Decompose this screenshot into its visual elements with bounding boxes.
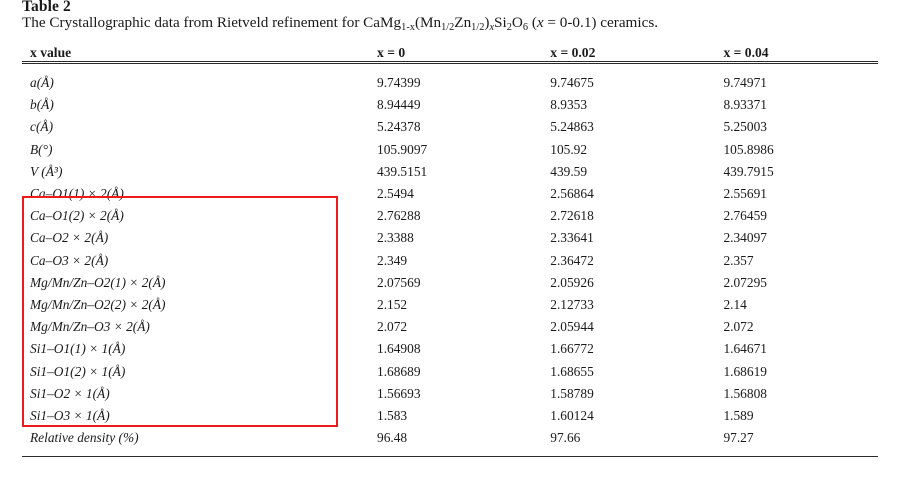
caption-sub-5: 2	[506, 21, 512, 33]
row-value-x0: 2.76288	[377, 208, 421, 224]
table-body	[22, 72, 878, 449]
row-value-x0: 1.56693	[377, 385, 421, 401]
column-header-x0: x = 0	[377, 45, 406, 60]
header-spacer	[22, 65, 878, 72]
table-row	[22, 316, 878, 338]
table-row	[22, 360, 878, 382]
caption-x-italic: x	[536, 14, 544, 31]
row-value-x002: 97.66	[550, 430, 581, 446]
table-row	[22, 183, 878, 205]
table-row	[22, 161, 878, 183]
table-row	[22, 139, 878, 161]
row-value-x004: 9.74971	[723, 75, 767, 91]
row-value-x004: 1.56808	[723, 385, 767, 401]
row-value-x0: 2.3388	[377, 230, 414, 246]
row-param: Ca–O1(2) × 2(Å)	[30, 208, 124, 224]
row-value-x004: 2.55691	[723, 186, 767, 202]
row-value-x002: 1.68655	[550, 363, 594, 379]
row-value-x004: 97.27	[723, 430, 754, 446]
row-value-x002: 1.58789	[550, 385, 594, 401]
row-value-x0: 96.48	[377, 430, 408, 446]
row-value-x0: 8.94449	[377, 97, 421, 113]
row-value-x0: 1.68689	[377, 363, 421, 379]
row-value-x004: 1.589	[723, 407, 754, 423]
row-param: Relative density (%)	[30, 430, 139, 446]
row-param: Si1–O1(2) × 1(Å)	[30, 363, 126, 379]
caption-sub-4: x	[489, 21, 495, 33]
caption-mid-3: )	[484, 14, 490, 31]
caption-suffix: = 0-0.1) ceramics.	[543, 14, 659, 31]
row-value-x004: 439.7915	[723, 163, 774, 179]
row-param: V (Å³)	[30, 163, 63, 179]
row-value-x004: 2.07295	[723, 274, 767, 290]
table-row	[22, 250, 878, 272]
row-param: Mg/Mn/Zn–O2(1) × 2(Å)	[30, 274, 166, 290]
row-param: Si1–O3 × 1(Å)	[30, 407, 110, 423]
row-value-x004: 5.25003	[723, 119, 767, 135]
row-value-x0: 2.5494	[377, 186, 414, 202]
column-header-x002: x = 0.02	[550, 45, 596, 60]
row-value-x0: 1.583	[377, 407, 408, 423]
row-value-x0: 2.072	[377, 319, 408, 335]
caption-mid-4: Si	[494, 14, 507, 31]
row-value-x002: 105.92	[550, 141, 588, 157]
table-row	[22, 205, 878, 227]
row-param: Si1–O2 × 1(Å)	[30, 385, 110, 401]
row-param: Ca–O3 × 2(Å)	[30, 252, 109, 268]
table-label: Table 2	[22, 0, 71, 12]
caption-sub-1: 1-x	[401, 21, 415, 33]
row-param: Ca–O1(1) × 2(Å)	[30, 186, 124, 202]
row-value-x004: 2.76459	[723, 208, 767, 224]
table-row	[22, 272, 878, 294]
row-value-x004: 1.64671	[723, 341, 767, 357]
bottom-spacer	[22, 449, 878, 457]
table-row	[22, 338, 878, 360]
row-param: b(Å)	[30, 97, 54, 113]
row-value-x002: 1.66772	[550, 341, 594, 357]
header-row	[22, 45, 878, 62]
row-value-x002: 2.12733	[550, 296, 594, 312]
row-value-x004: 1.68619	[723, 363, 767, 379]
row-value-x0: 105.9097	[377, 141, 428, 157]
row-value-x004: 8.93371	[723, 97, 767, 113]
row-param: B(°)	[30, 141, 53, 157]
rule-bottom	[22, 457, 878, 459]
row-value-x004: 2.34097	[723, 230, 767, 246]
table-row	[22, 94, 878, 116]
table-row	[22, 116, 878, 138]
row-value-x002: 1.60124	[550, 407, 594, 423]
table-header	[22, 45, 878, 62]
row-value-x0: 1.64908	[377, 341, 421, 357]
row-value-x004: 2.072	[723, 319, 754, 335]
table-row	[22, 427, 878, 449]
row-value-x0: 5.24378	[377, 119, 421, 135]
table-caption: The Crystallographic data from Rietveld refinement for $CaMg_{1-x}(Mn_{1/2}Zn_{1/2})_xSi_2O_6$ (x = 0-0.1) ceramics.	[22, 14, 659, 33]
row-param: c(Å)	[30, 119, 54, 135]
caption-sub-6: 6	[522, 21, 529, 33]
row-param: a(Å)	[30, 75, 54, 91]
row-value-x002: 9.74675	[550, 75, 594, 91]
row-value-x002: 2.33641	[550, 230, 594, 246]
row-param: Ca–O2 × 2(Å)	[30, 230, 109, 246]
caption-mid-1: (Mn	[414, 14, 442, 31]
table-row	[22, 383, 878, 405]
caption-mid-5: O	[511, 14, 523, 31]
row-value-x004: 105.8986	[723, 141, 774, 157]
row-value-x004: 2.357	[723, 252, 754, 268]
row-param: Mg/Mn/Zn–O3 × 2(Å)	[30, 319, 150, 335]
table-row	[22, 294, 878, 316]
row-value-x002: 439.59	[550, 163, 588, 179]
row-value-x0: 2.349	[377, 252, 408, 268]
table-row	[22, 72, 878, 94]
caption-sub-3: 1/2	[471, 21, 485, 33]
row-param: Si1–O1(1) × 1(Å)	[30, 341, 126, 357]
table-row	[22, 405, 878, 427]
column-header-x-value: x value	[30, 45, 72, 60]
caption-prefix: The Crystallographic data from Rietveld refinement for CaMg	[22, 14, 402, 31]
row-param: Mg/Mn/Zn–O2(2) × 2(Å)	[30, 296, 166, 312]
row-value-x0: 2.152	[377, 296, 408, 312]
row-value-x0: 9.74399	[377, 75, 421, 91]
table-row	[22, 227, 878, 249]
row-value-x004: 2.14	[723, 296, 747, 312]
row-value-x0: 439.5151	[377, 163, 428, 179]
column-header-x004: x = 0.04	[723, 45, 769, 60]
row-value-x002: 2.05944	[550, 319, 594, 335]
crystallographic-data-table	[22, 45, 878, 458]
row-value-x0: 2.07569	[377, 274, 421, 290]
row-value-x002: 2.72618	[550, 208, 594, 224]
caption-mid-2: Zn	[454, 14, 472, 31]
row-value-x002: 2.36472	[550, 252, 594, 268]
row-value-x002: 2.05926	[550, 274, 594, 290]
row-value-x002: 8.9353	[550, 97, 588, 113]
row-value-x002: 5.24863	[550, 119, 594, 135]
caption-sub-2: 1/2	[441, 21, 455, 33]
row-value-x002: 2.56864	[550, 186, 594, 202]
